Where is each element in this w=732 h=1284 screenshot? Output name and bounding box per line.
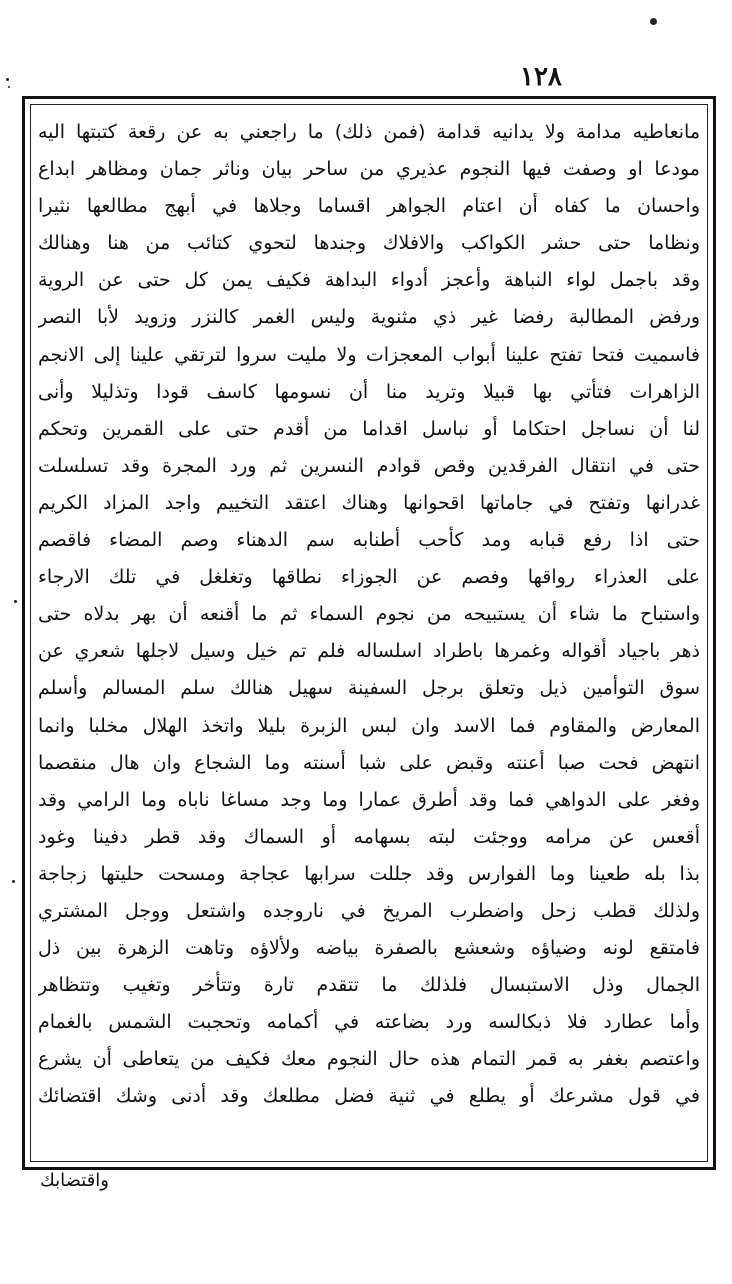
text-line: واحسان ما كفاه أن اعتام الجواهر اقساما وجلاها في أبهج مطالعها نثيرا bbox=[38, 195, 700, 218]
text-line: الزاهرات فتأتي بها قبيلا وتريد منا أن نسومها كاسف قودا وتذليلا وأنى bbox=[38, 380, 700, 403]
text-line: لنا أن نساجل احتكاما أو نباسل اقداما من أقدم حتى على القمرين وتحكم bbox=[38, 417, 700, 440]
text-line: وقد باجمل لواء النباهة وأعجز أدواء البداهة فكيف يمن كل حتى عن الروية bbox=[38, 269, 700, 292]
ink-dot bbox=[14, 600, 17, 603]
ink-dot bbox=[6, 78, 9, 81]
text-line: ذهر باجياد أقواله وغمرها باطراد اسلساله فلم تم خيل وسيل لاجلها شعري عن bbox=[38, 640, 700, 663]
text-line: في قول مشرعك أو يطلع في ثنية فضل مطلعك وقد أدنى وشك اقتضائك bbox=[38, 1085, 700, 1108]
ink-dot bbox=[12, 880, 15, 883]
text-line: المعارض والمقاوم فما الاسد وان لبس الزبرة بليلا واتخذ الهلال مخلبا وانما bbox=[38, 714, 700, 737]
text-line: واعتصم بغفر به قمر التمام هذه حال النجوم معك فكيف من يتعاطى أن يشرع bbox=[38, 1048, 700, 1071]
text-line: مودعا او وصفت فيها النجوم عذيري من ساحر بيان وناثر جمان ومظاهر ابداع bbox=[38, 158, 700, 181]
text-line: انتهض فحت صبا أعنته وقبض على شبا أسنته وما الشجاع وان هال منقصما bbox=[38, 751, 700, 774]
text-line: على العذراء رواقها وفصم عن الجوزاء نطاقها وتغلغل في تلك الارجاء bbox=[38, 566, 700, 589]
text-line: ونظاما حتى حشر الكواكب والافلاك وجندها لتحوي كتائب من هنا وهنالك bbox=[38, 232, 700, 255]
ink-dot bbox=[650, 18, 657, 25]
text-line: حتى في انتقال الفرقدين وقص قوادم النسرين ثم ورد المجرة وقد تسلسلت bbox=[38, 454, 700, 477]
text-line: سوق التوأمين ذيل وتعلق برجل السفينة سهيل هنالك سلم المسالم وأسلم bbox=[38, 677, 700, 700]
text-line: بذا بله طعينا وما الفوارس وقد جللت سرابها عجاجة ومسحت حليتها زجاجة bbox=[38, 862, 700, 885]
text-line: فاسميت فتحا تفتح علينا أبواب المعجزات ولا مليت سروا لترتقي علينا إلى الانجم bbox=[38, 343, 700, 366]
body-text bbox=[38, 114, 700, 1154]
text-line: ورفض المطالبة رفضا غير ذي مثنوية وليس الغمر كالنزر وزويد لأبا النصر bbox=[38, 306, 700, 329]
catchword: واقتضابك bbox=[40, 1170, 110, 1191]
text-line: غدرانها وتفتح في جاماتها اقحوانها وهناك اعتقد التخييم واجد المزاد الكريم bbox=[38, 491, 700, 514]
text-line: وأما عطارد فلا ذبكالسه ورد بضاعته في أكمامه وتحجبت الشمس بالغمام bbox=[38, 1011, 700, 1034]
text-line: فامتقع لونه وضياؤه وشعشع بالصفرة بياضه ولألاؤه وتاهت الزهرة بين ذل bbox=[38, 937, 700, 960]
text-line: أقعس عن مرامه ووجئت لبته بسهامه أو السماك وقد قطر دفينا وغود bbox=[38, 825, 700, 848]
text-line: وفغر على الدواهي فما وقد أطرق عمارا وما وجد مساغا ناباه وما الرامي وقد bbox=[38, 788, 700, 811]
text-line: ولذلك قطب زحل واضطرب المريخ في ناروجده واشتعل ووجل المشتري bbox=[38, 899, 700, 922]
ink-dot bbox=[8, 86, 10, 88]
text-line: واستباح ما شاء أن يستبيحه من نجوم السماء ثم ما أقنعه أن بهر بدلاه حتى bbox=[38, 603, 700, 626]
text-line: مانعاطيه مدامة ولا يدانيه قدامة (فمن ذلك) ما راجعني به عن رقعة كتبتها اليه bbox=[38, 121, 700, 143]
text-line: حتى اذا رفع قبابه ومد كأحب أطنابه سم الدهناء وصم المضاء فاقصم bbox=[38, 529, 700, 552]
page-number: ١٢٨ bbox=[520, 62, 562, 92]
text-line: الجمال وذل الاستبسال فلذلك ما تتقدم تارة وتتأخر وتغيب وتتظاهر bbox=[38, 974, 700, 997]
